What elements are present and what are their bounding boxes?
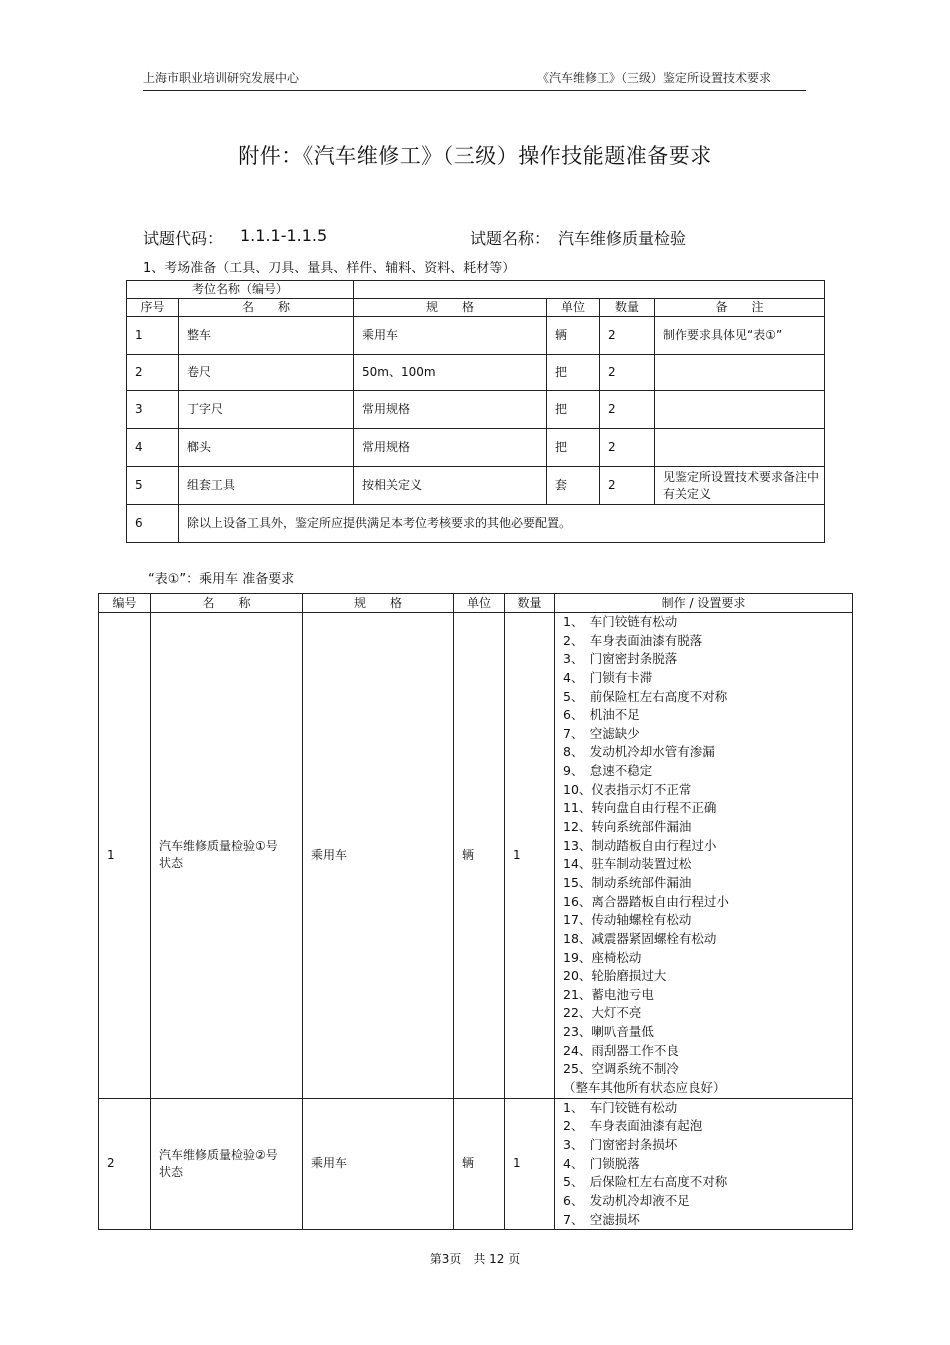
list-item: 6、 机油不足 (563, 707, 640, 723)
col-header-no: 序号 (127, 299, 179, 317)
cell-spec: 乘用车 (354, 317, 547, 355)
table-row (127, 429, 825, 467)
list-item: 4、 门锁脱落 (563, 1155, 640, 1171)
cell-note (655, 391, 825, 429)
cell-no: 5 (127, 467, 179, 505)
cell-no: 6 (127, 505, 179, 543)
table-row (127, 317, 825, 355)
table-row (127, 467, 825, 505)
list-item: 7、 空滤损坏 (563, 1211, 640, 1227)
col-header-note: 备 注 (655, 299, 825, 317)
list-item: 22、大灯不亮 (563, 1005, 642, 1021)
cell-qty: 2 (600, 467, 655, 505)
cell-no: 2 (99, 1098, 151, 1229)
section1-heading: 1、考场准备（工具、刀具、量具、样件、辅料、资料、耗材等） (143, 261, 516, 276)
col-header-name: 名 称 (151, 594, 303, 613)
cell-unit: 辆 (454, 613, 505, 1099)
cell-remark: 除以上设备工具外，鉴定所应提供满足本考位考核要求的其他必要配置。 (179, 505, 825, 543)
cell-spec: 常用规格 (354, 429, 547, 467)
vehicle-requirements-table (98, 593, 853, 1230)
cell-spec: 常用规格 (354, 391, 547, 429)
cell-unit: 把 (547, 429, 600, 467)
list-item: （整车其他所有状态应良好） (563, 1080, 726, 1096)
cell-no: 1 (127, 317, 179, 355)
list-item: 20、轮胎磨损过大 (563, 968, 667, 984)
question-code-label: 试题代码： (143, 229, 224, 248)
col-header-spec: 规 格 (354, 299, 547, 317)
question-name: 汽车维修质量检验 (558, 229, 687, 248)
station-value (354, 281, 825, 299)
cell-name: 汽车维修质量检验①号状态 (151, 613, 303, 1099)
cell-spec: 50m、100m (354, 355, 547, 391)
table-row (99, 1098, 853, 1229)
list-item: 3、 门窗密封条损坏 (563, 1136, 678, 1152)
table-header-row (127, 299, 825, 317)
list-item: 1、 车门铰链有松动 (563, 1099, 678, 1115)
list-item: 6、 发动机冷却液不足 (563, 1192, 690, 1208)
cell-name: 榔头 (179, 429, 354, 467)
table-row (127, 355, 825, 391)
cell-qty: 2 (600, 355, 655, 391)
list-item: 19、座椅松动 (563, 949, 642, 965)
list-item: 9、 怠速不稳定 (563, 763, 653, 779)
station-row (127, 281, 825, 299)
section2-heading: “表①”：乘用车 准备要求 (148, 572, 295, 587)
cell-unit: 辆 (454, 1098, 505, 1229)
cell-unit: 套 (547, 467, 600, 505)
cell-unit: 辆 (547, 317, 600, 355)
question-code: 1.1.1-1.1.5 (240, 226, 328, 245)
cell-qty: 1 (505, 1098, 555, 1229)
table-row (127, 391, 825, 429)
col-header-no: 编号 (99, 594, 151, 613)
cell-spec: 乘用车 (303, 1098, 454, 1229)
list-item: 16、离合器踏板自由行程过小 (563, 893, 729, 909)
list-item: 11、转向盘自由行程不正确 (563, 800, 717, 816)
col-header-unit: 单位 (547, 299, 600, 317)
list-item: 15、制动系统部件漏油 (563, 874, 692, 890)
header-divider (143, 90, 806, 91)
table-row (99, 613, 853, 1099)
list-item: 23、喇叭音量低 (563, 1024, 654, 1040)
page-number: 第3页 共 12 页 (429, 1252, 521, 1266)
list-item: 7、 空滤缺少 (563, 725, 640, 741)
requirements-list (555, 1098, 853, 1229)
cell-note: 见鉴定所设置技术要求备注中有关定义 (655, 467, 825, 505)
list-item: 14、驻车制动装置过松 (563, 856, 692, 872)
cell-spec: 按相关定义 (354, 467, 547, 505)
requirements-list (555, 613, 853, 1099)
cell-unit: 把 (547, 355, 600, 391)
list-item: 5、 后保险杠左右高度不对称 (563, 1174, 728, 1190)
header-document-title: 《汽车维修工》（三级）鉴定所设置技术要求 (537, 71, 772, 85)
question-name-label: 试题名称： (470, 229, 551, 248)
equipment-table (126, 280, 825, 543)
col-header-name: 名 称 (179, 299, 354, 317)
list-item: 18、减震器紧固螺栓有松动 (563, 930, 717, 946)
cell-no: 1 (99, 613, 151, 1099)
list-item: 10、仪表指示灯不正常 (563, 781, 692, 797)
col-header-requirements: 制作 / 设置要求 (555, 594, 853, 613)
cell-name: 丁字尺 (179, 391, 354, 429)
cell-unit: 把 (547, 391, 600, 429)
list-item: 21、蓄电池亏电 (563, 986, 654, 1002)
list-item: 4、 门锁有卡滞 (563, 669, 653, 685)
cell-qty: 1 (505, 613, 555, 1099)
table-row (127, 505, 825, 543)
cell-name: 汽车维修质量检验②号状态 (151, 1098, 303, 1229)
header-organization: 上海市职业培训研究发展中心 (143, 71, 300, 85)
cell-note (655, 355, 825, 391)
cell-no: 3 (127, 391, 179, 429)
cell-spec: 乘用车 (303, 613, 454, 1099)
cell-qty: 2 (600, 429, 655, 467)
list-item: 13、制动踏板自由行程过小 (563, 837, 717, 853)
list-item: 12、转向系统部件漏油 (563, 819, 692, 835)
cell-qty: 2 (600, 317, 655, 355)
cell-no: 2 (127, 355, 179, 391)
list-item: 5、 前保险杠左右高度不对称 (563, 688, 728, 704)
list-item: 17、传动轴螺栓有松动 (563, 912, 692, 928)
cell-note: 制作要求具体见“表①” (655, 317, 825, 355)
list-item: 8、 发动机冷却水管有渗漏 (563, 744, 715, 760)
cell-name: 整车 (179, 317, 354, 355)
list-item: 2、 车身表面油漆有脱落 (563, 632, 703, 648)
col-header-qty: 数量 (505, 594, 555, 613)
list-item: 1、 车门铰链有松动 (563, 614, 678, 629)
cell-no: 4 (127, 429, 179, 467)
cell-name: 卷尺 (179, 355, 354, 391)
cell-qty: 2 (600, 391, 655, 429)
col-header-spec: 规 格 (303, 594, 454, 613)
col-header-unit: 单位 (454, 594, 505, 613)
station-label: 考位名称（编号） (127, 281, 354, 299)
cell-name: 组套工具 (179, 467, 354, 505)
list-item: 24、雨刮器工作不良 (563, 1042, 679, 1058)
list-item: 3、 门窗密封条脱落 (563, 651, 678, 667)
page-title: 附件：《汽车维修工》（三级）操作技能题准备要求 (238, 144, 712, 168)
list-item: 25、空调系统不制冷 (563, 1061, 679, 1077)
table-header-row (99, 594, 853, 613)
cell-note (655, 429, 825, 467)
col-header-qty: 数量 (600, 299, 655, 317)
list-item: 2、 车身表面油漆有起泡 (563, 1118, 703, 1134)
